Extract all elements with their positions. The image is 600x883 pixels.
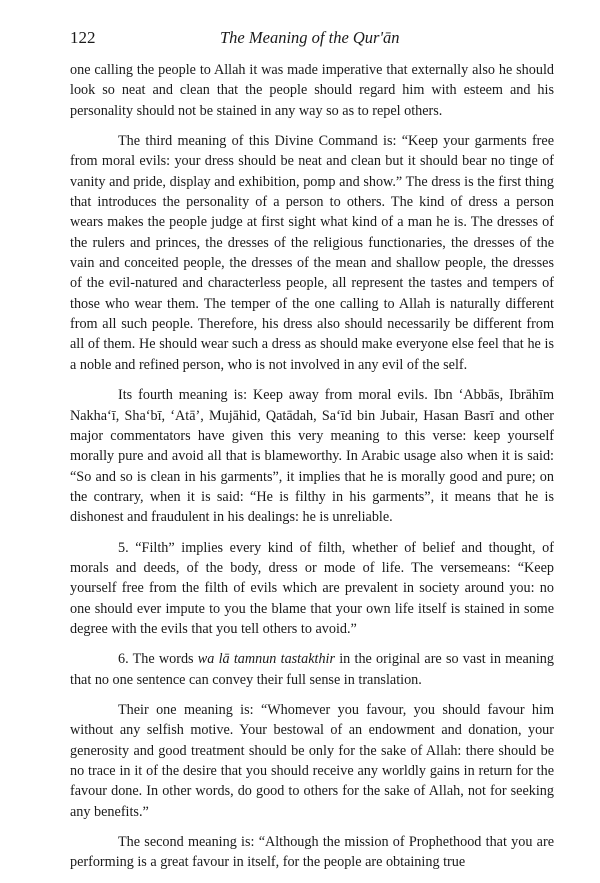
paragraph-second-meaning: The second meaning is: “Although the mission of Prophethood that you are performing is a great favour in itself, for the people are obtaining true	[70, 834, 554, 871]
note-6-lead: 6. The words	[118, 651, 198, 668]
paragraph-first-meaning-favour: Their one meaning is: “Whomever you favour, you should favour him without any selfish motive. Your bestowal of an endowment and donation, your generosity and good treatment should be only for the sake of Allah: there should be no trace in it of the desire that you should receive any worldly gains in return for the favour done. In other words, do good to others for the sake of Allah, not for seeking any benefits.”	[70, 701, 554, 820]
paragraph-note-5-filth: 5. “Filth” implies every kind of filth, whether of belief and thought, of morals and deeds, of the body, dress or mode of life. The versemeans: “Keep yourself free from the filth of evils which are prevalent in society around you: no one should ever impute to you the blame that your own life itself is stained in some degree with the evils that you tell others to avoid.”	[70, 539, 554, 637]
running-title: The Meaning of the Qur'ān	[220, 28, 400, 47]
paragraph-third-meaning: The third meaning of this Divine Command is: “Keep your garments free from moral evils: your dress should be neat and clean but it should bear no tinge of vanity and pride, display and exhibition, pomp and show.” The dress is the first thing that introduces the personality of a person to others. The kind of dress a person wears makes the people judge at first sight what kind of a man he is. The dresses of the rulers and princes, the dresses of the religious functionaries, the dresses of the vain and conceited people, the dresses of the mean and shallow people, the dresses of the evil-natured and characterless people, all represent the tastes and tempers of those who wear them. The temper of the one calling to Allah is naturally different from all such people. Therefore, his dress also should necessarily be different from all of them. He should wear such a dress as should make everyone else feel that he is a noble and refined person, who is not involved in any evil of the self.	[70, 133, 554, 373]
page-body	[70, 60, 554, 883]
page-header	[70, 28, 552, 50]
paragraph-note-6-words	[70, 649, 554, 690]
note-6-rest: in the original are so vast in meaning that no one sentence can convey their full sense in translation.	[70, 651, 554, 688]
page-number: 122	[70, 28, 96, 47]
paragraph-fourth-meaning: Its fourth meaning is: Keep away from moral evils. Ibn ‘Abbās, Ibrāhīm Nakha‘ī, Sha‘bī, ‘Atā’, Mujāhid, Qatādah, Sa‘īd bin Jubair, Hasan Basrī and other major commentators have given this very meaning to this verse: keep yourself morally pure and avoid all that is blameworthy. In Arabic usage also when it is said: “So and so is clean in his garments”, it implies that he is morally good and pure; on the contrary, when it is said: “He is filthy in his garments”, it means that he is dishonest and fraudulent in his dealings: he is unreliable.	[70, 387, 554, 526]
paragraph-continuation: one calling the people to Allah it was made imperative that externally also he should look so neat and clean that the people should regard him with esteem and his personality should not be stained in any way so as to repel others.	[70, 62, 554, 119]
arabic-transliteration: wa lā tamnun tastakthir	[197, 651, 336, 668]
